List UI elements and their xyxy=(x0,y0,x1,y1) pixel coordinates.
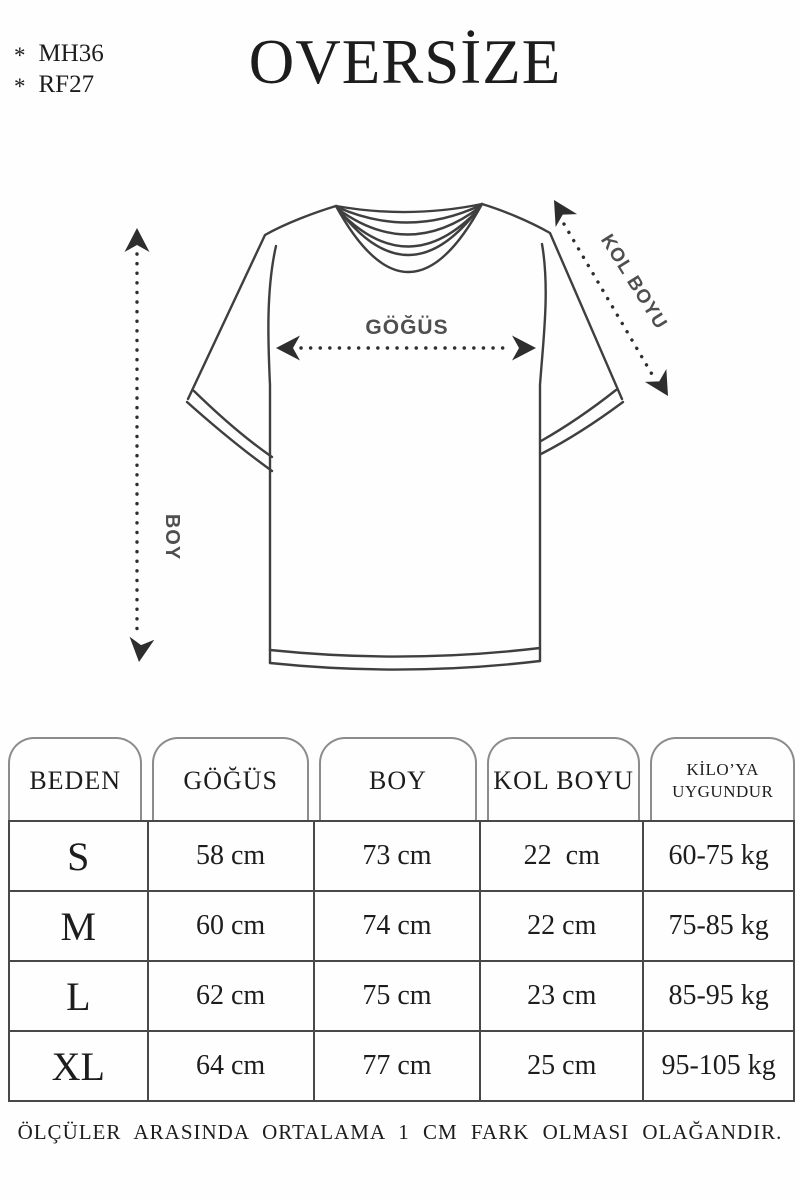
table-row xyxy=(10,822,793,892)
chest-cell: 60 cm xyxy=(149,892,315,962)
length-cell: 74 cm xyxy=(315,892,482,962)
column-header-gogus xyxy=(152,737,309,820)
chest-cell: 58 cm xyxy=(149,822,315,892)
column-header-label: KİLO’YA UYGUNDUR xyxy=(672,760,774,801)
arrowheads xyxy=(125,194,679,664)
tshirt-outline xyxy=(187,204,623,670)
arrowhead-down-icon xyxy=(127,637,155,664)
chest-cell: 62 cm xyxy=(149,962,315,1032)
sleeve-measure-label: KOL BOYU xyxy=(596,230,672,334)
size-cell: XL xyxy=(10,1032,149,1100)
column-header-boy xyxy=(319,737,477,820)
length-cell: 73 cm xyxy=(315,822,482,892)
chest-measure-label: GÖĞÜS xyxy=(365,316,449,339)
chest-cell: 64 cm xyxy=(149,1032,315,1100)
weight-cell: 60-75 kg xyxy=(644,822,793,892)
column-header-kol-boyu xyxy=(487,737,641,820)
arrowhead-right-icon xyxy=(512,336,536,361)
column-header-label: BOY xyxy=(369,765,427,795)
column-header-beden xyxy=(8,737,142,820)
tshirt-diagram-svg xyxy=(0,180,800,710)
asterisk-bullet: * xyxy=(14,74,26,99)
arrowhead-up-right-icon xyxy=(543,194,577,227)
size-table-body xyxy=(8,820,795,1102)
product-code: MH36 xyxy=(38,40,104,67)
tolerance-note: ÖLÇÜLER ARASINDA ORTALAMA 1 CM FARK OLMASI OLAĞANDIR. xyxy=(17,1120,783,1144)
weight-cell: 75-85 kg xyxy=(644,892,793,962)
size-table xyxy=(8,737,795,1102)
weight-cell: 85-95 kg xyxy=(644,962,793,1032)
asterisk-bullet: * xyxy=(14,43,26,68)
length-cell: 75 cm xyxy=(315,962,482,1032)
arrowhead-up-icon xyxy=(125,228,150,252)
column-header-label: BEDEN xyxy=(29,765,121,795)
page-title: OVERSİZE xyxy=(248,27,562,97)
column-header-label: KOL BOYU xyxy=(493,765,634,795)
product-code: RF27 xyxy=(38,71,95,98)
tshirt-measurement-diagram xyxy=(0,180,800,710)
length-cell: 77 cm xyxy=(315,1032,482,1100)
sleeve-cell: 23 cm xyxy=(481,962,644,1032)
measurement-arrows xyxy=(125,194,679,664)
sleeve-cell: 22 cm xyxy=(481,822,644,892)
sleeve-cell: 25 cm xyxy=(481,1032,644,1100)
arrowhead-left-icon xyxy=(276,336,300,361)
weight-cell: 95-105 kg xyxy=(661,1050,776,1081)
table-row xyxy=(10,962,793,1032)
table-row xyxy=(10,892,793,962)
column-header-label: GÖĞÜS xyxy=(183,765,278,795)
table-row xyxy=(10,1032,793,1100)
length-measure-label: BOY xyxy=(161,513,183,561)
sleeve-cell: 22 cm xyxy=(481,892,644,962)
size-cell: S xyxy=(10,822,149,892)
size-cell: M xyxy=(10,892,149,962)
size-table-header xyxy=(8,737,795,820)
size-cell: L xyxy=(10,962,149,1032)
column-header-kiloya-uygundur xyxy=(650,737,795,820)
